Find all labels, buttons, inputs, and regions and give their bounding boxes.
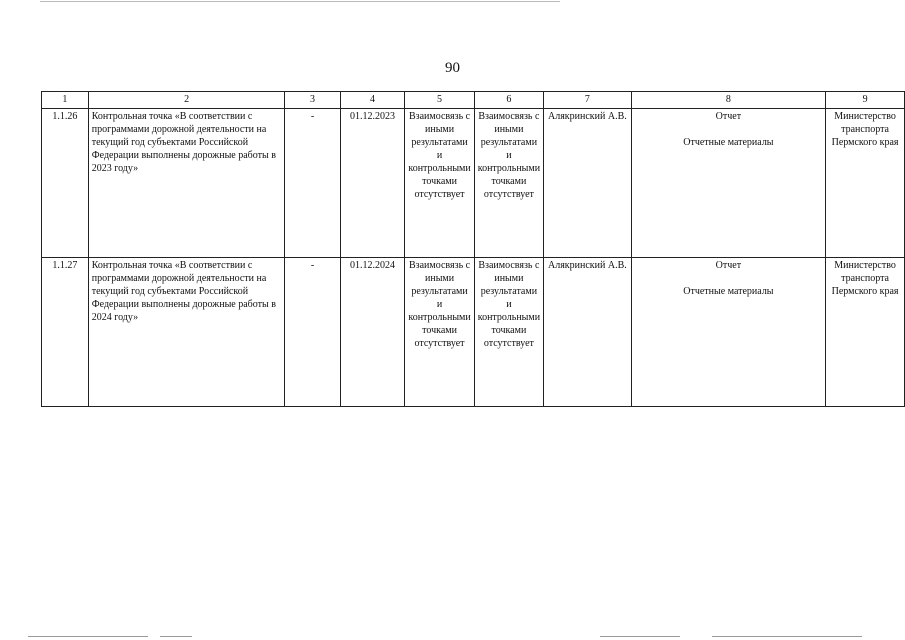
scan-artifact-bottom-mid: [160, 636, 192, 637]
row-col5: Взаимосвязь с иными результатами и контрольными точками отсутствует: [405, 109, 474, 258]
page-number: 90: [445, 60, 460, 76]
row-description: Контрольная точка «В соответствии с программами дорожной деятельности на текущий год субъектами Российской Федерации выполнены дорожные работы в 2023 году»: [88, 109, 285, 258]
row-doc-materials: Отчетные материалы: [683, 286, 774, 297]
row-description: Контрольная точка «В соответствии с программами дорожной деятельности на текущий год субъектами Российской Федерации выполнены дорожные работы в 2024 году»: [88, 258, 285, 407]
row-organization: Министерство транспорта Пермского края: [826, 258, 905, 407]
header-col-2: 2: [88, 92, 285, 109]
row-col6: Взаимосвязь с иными результатами и контрольными точками отсутствует: [474, 109, 543, 258]
scan-artifact-bottom-right: [600, 636, 680, 637]
scan-artifact-top: [40, 1, 560, 2]
header-col-9: 9: [826, 92, 905, 109]
scan-artifact-bottom-far: [712, 636, 862, 637]
table-row: [42, 109, 905, 258]
row-documents: [631, 109, 825, 258]
row-date: 01.12.2024: [340, 258, 405, 407]
row-col3: -: [285, 258, 340, 407]
header-col-1: 1: [42, 92, 89, 109]
header-col-6: 6: [474, 92, 543, 109]
row-col6: Взаимосвязь с иными результатами и контрольными точками отсутствует: [474, 258, 543, 407]
row-date: 01.12.2023: [340, 109, 405, 258]
row-col5: Взаимосвязь с иными результатами и контрольными точками отсутствует: [405, 258, 474, 407]
row-col3: -: [285, 109, 340, 258]
row-documents: [631, 258, 825, 407]
header-col-8: 8: [631, 92, 825, 109]
header-col-5: 5: [405, 92, 474, 109]
header-col-7: 7: [544, 92, 632, 109]
row-doc-type: Отчет: [715, 111, 742, 122]
scan-artifact-bottom-left: [28, 636, 148, 637]
row-number: 1.1.26: [42, 109, 89, 258]
header-col-3: 3: [285, 92, 340, 109]
row-responsible: Алякринский А.В.: [544, 258, 632, 407]
row-number: 1.1.27: [42, 258, 89, 407]
control-points-table: [41, 91, 905, 407]
row-responsible: Алякринский А.В.: [544, 109, 632, 258]
table-header-row: [42, 92, 905, 109]
header-col-4: 4: [340, 92, 405, 109]
table-row: [42, 258, 905, 407]
row-doc-type: Отчет: [715, 260, 742, 271]
row-organization: Министерство транспорта Пермского края: [826, 109, 905, 258]
row-doc-materials: Отчетные материалы: [683, 137, 774, 148]
